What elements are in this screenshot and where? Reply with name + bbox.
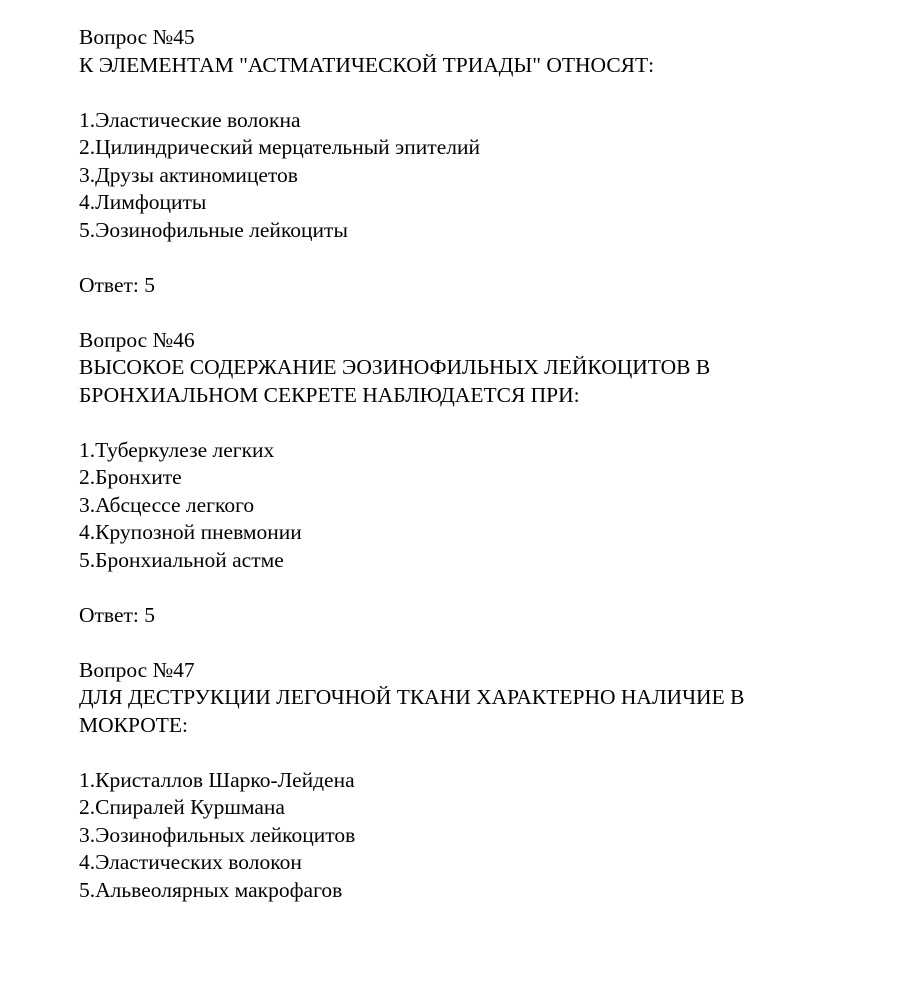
option-item: 5.Альвеолярных макрофагов	[79, 877, 343, 902]
option-item: 3.Друзы актиномицетов	[79, 162, 298, 187]
question-number: Вопрос №46	[79, 327, 195, 352]
question-text-line-1: ДЛЯ ДЕСТРУКЦИИ ЛЕГОЧНОЙ ТКАНИ ХАРАКТЕРНО НАЛИЧИЕ В	[79, 685, 745, 709]
option-item: 4.Крупозной пневмонии	[79, 520, 302, 544]
option-item: 4.Лимфоциты	[79, 190, 207, 214]
option-item: 3.Абсцессе легкого	[79, 492, 255, 517]
option-item: 2.Спиралей Куршмана	[79, 795, 285, 819]
question-47	[79, 657, 869, 905]
question-text: К ЭЛЕМЕНТАМ "АСТМАТИЧЕСКОЙ ТРИАДЫ" ОТНОСЯТ:	[79, 52, 655, 77]
document-page	[79, 24, 869, 904]
options-list	[79, 767, 869, 905]
question-text-line-2: МОКРОТЕ:	[79, 712, 188, 737]
option-item: 4.Эластических волокон	[79, 850, 302, 874]
option-item: 2.Бронхите	[79, 465, 182, 489]
question-text-line-2: БРОНХИАЛЬНОМ СЕКРЕТЕ НАБЛЮДАЕТСЯ ПРИ:	[79, 382, 580, 407]
question-46	[79, 327, 869, 630]
option-item: 3.Эозинофильных лейкоцитов	[79, 822, 356, 847]
question-text-line-1: ВЫСОКОЕ СОДЕРЖАНИЕ ЭОЗИНОФИЛЬНЫХ ЛЕЙКОЦИТОВ В	[79, 355, 711, 379]
options-list	[79, 107, 869, 245]
spacer	[79, 299, 869, 327]
question-number: Вопрос №47	[79, 657, 195, 682]
option-item: 5.Бронхиальной астме	[79, 547, 284, 572]
option-item: 1.Кристаллов Шарко-Лейдена	[79, 767, 355, 792]
options-list	[79, 437, 869, 575]
option-item: 1.Туберкулезе легких	[79, 437, 275, 462]
answer-text: Ответ: 5	[79, 602, 155, 627]
option-item: 1.Эластические волокна	[79, 107, 301, 132]
question-45	[79, 24, 869, 299]
option-item: 5.Эозинофильные лейкоциты	[79, 217, 348, 242]
spacer	[79, 629, 869, 657]
option-item: 2.Цилиндрический мерцательный эпителий	[79, 135, 480, 159]
answer-text: Ответ: 5	[79, 272, 155, 297]
question-number: Вопрос №45	[79, 25, 195, 49]
